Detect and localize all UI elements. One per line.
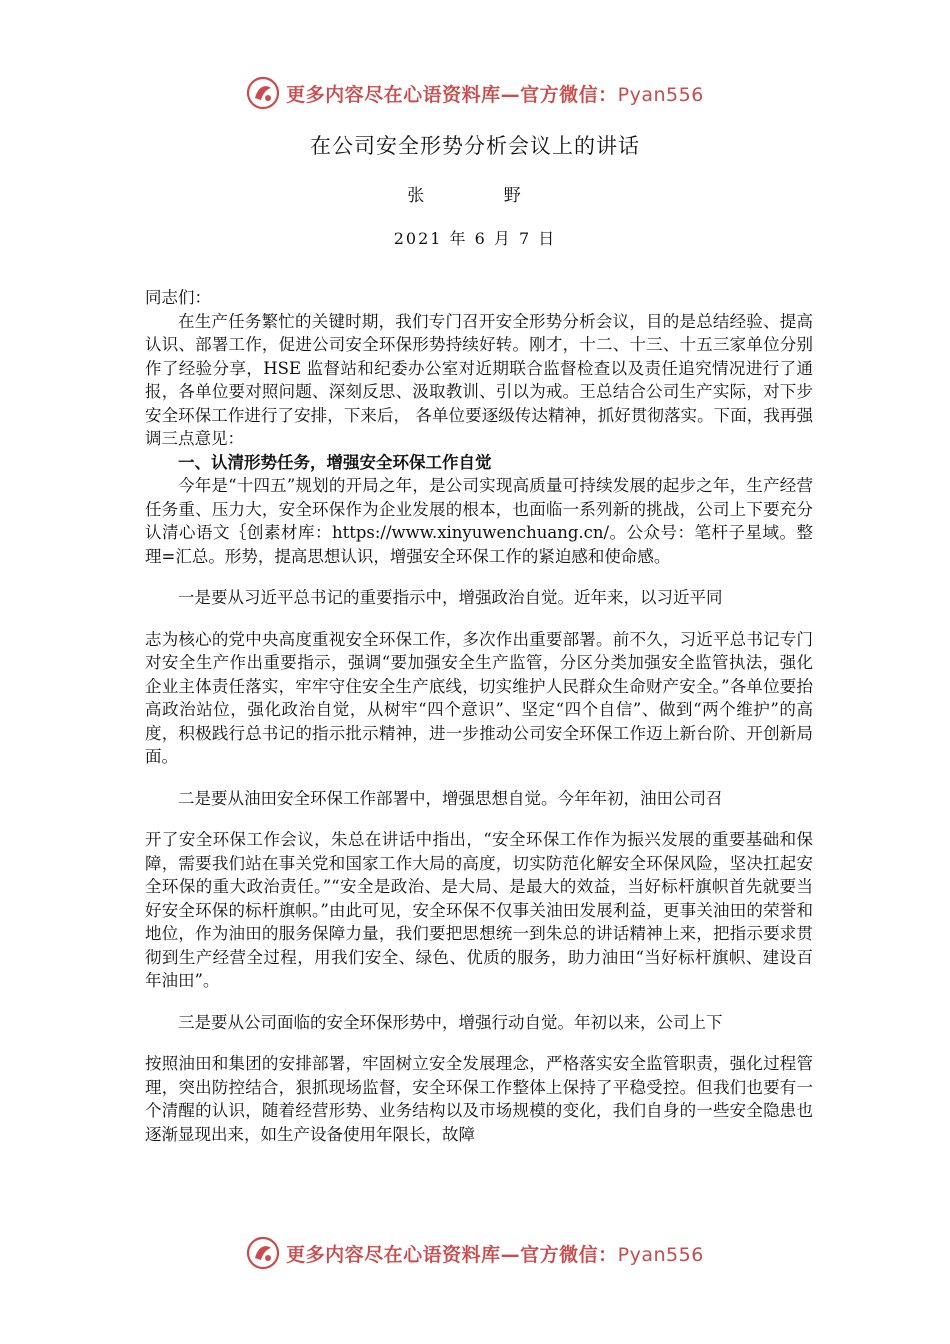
footer-banner [0,1236,950,1270]
point-1-body: 志为核心的党中央高度重视安全环保工作，多次作出重要部署。前不久，习近平总书记专门对安全生产作出重要指示，强调“要加强安全生产监管，分区分类加强安全监管执法，强化企业主体责任落实，牢牢守住安全生产底线，切实维护人民群众生命财产安全。”各单位要抬高政治站位，强化政治自觉，从树牢“四个意识”、坚定“四个自信”、做到“两个维护”的高度，积极践行总书记的指示批示精神，进一步推动公司安全环保工作迈上新台阶、开创新局面。 [145,629,813,766]
date: 2021 年 6 月 7 日 [393,229,557,248]
author: 张 野 [407,186,543,206]
document-title: 在公司安全形势分析会议上的讲话 [310,134,640,158]
wechat-id: Pyan556 [617,83,704,106]
document-body [145,286,813,1146]
section-heading-1: 一、认清形势任务，增强安全环保工作自觉 [178,452,492,472]
salutation: 同志们： [145,288,211,307]
seal-logo-icon [246,76,280,110]
point-2-lead: 二是要从油田安全环保工作部署中，增强思想自觉。今年年初，油田公司召 [178,788,723,808]
point-2-body: 开了安全环保工作会议，朱总在讲话中指出，“安全环保工作作为振兴发展的重要基础和保障，需要我们站在事关党和国家工作大局的高度，切实防范化解安全环保风险，坚决扛起安全环保的重大政治责任。”“安全是政治、是大局、是最大的效益，当好标杆旗帜首先就要当好安全环保的标杆旗帜。”由此可见，安全环保不仅事关油田发展利益，更事关油田的荣誉和地位，作为油田的服务保障力量，我们要把思想统一到朱总的讲话精神上来，把指示要求贯彻到生产经营全过程，用我们安全、绿色、优质的服务，助力油田“当好标杆旗帜、建设百年油田”。 [145,830,813,990]
point-1-lead: 一是要从习近平总书记的重要指示中，增强政治自觉。近年来，以习近平同 [178,588,723,607]
banner-text: 更多内容尽在心语资料库—官方微信：Pyan556 [286,83,704,106]
point-3-lead: 三是要从公司面临的安全环保形势中，增强行动自觉。年初以来，公司上下 [178,1012,723,1032]
header-banner [0,76,950,110]
banner-text: 更多内容尽在心语资料库—官方微信：Pyan556 [286,1243,704,1266]
seal-logo-icon [246,1236,280,1270]
wechat-id: Pyan556 [617,1243,704,1266]
point-3-body: 按照油田和集团的安排部署，牢固树立安全发展理念，严格落实安全监管职责，强化过程管理，突出防控结合，狠抓现场监督，安全环保工作整体上保持了平稳受控。但我们也要有一个清醒的认识，随着经营形势、业务结构以及市场规模的变化，我们自身的一些安全隐患也逐渐显现出来，如生产设备使用年限长，故障 [145,1054,813,1144]
paragraph-section-1: 今年是“十四五”规划的开局之年，是公司实现高质量可持续发展的起步之年，生产经营任务重、压力大，安全环保作为企业发展的根本，也面临一系列新的挑战，公司上下要充分认清心语文｛创素材库：https://www.xinyuwenchuang.cn/。公众号：笔杆子星域。整理=汇总。形势，提高思想认识，增强安全环保工作的紧迫感和使命感。 [145,476,813,566]
paragraph-intro: 在生产任务繁忙的关键时期，我们专门召开安全形势分析会议，目的是总结经验、提高认识、部署工作，促进公司安全环保形势持续好转。刚才，十二、十三、十五三家单位分别作了经验分享，HSE 监督站和纪委办公室对近期联合监督检查以及责任追究情况进行了通报，各单位要对照问题、深刻反思、汲取教训、引以为戒。王总结合公司生产实际，对下步安全环保工作进行了安排，下来后， 各单位要逐级传达精神，抓好贯彻落实。下面，我再强调三点意见： [145,311,813,448]
